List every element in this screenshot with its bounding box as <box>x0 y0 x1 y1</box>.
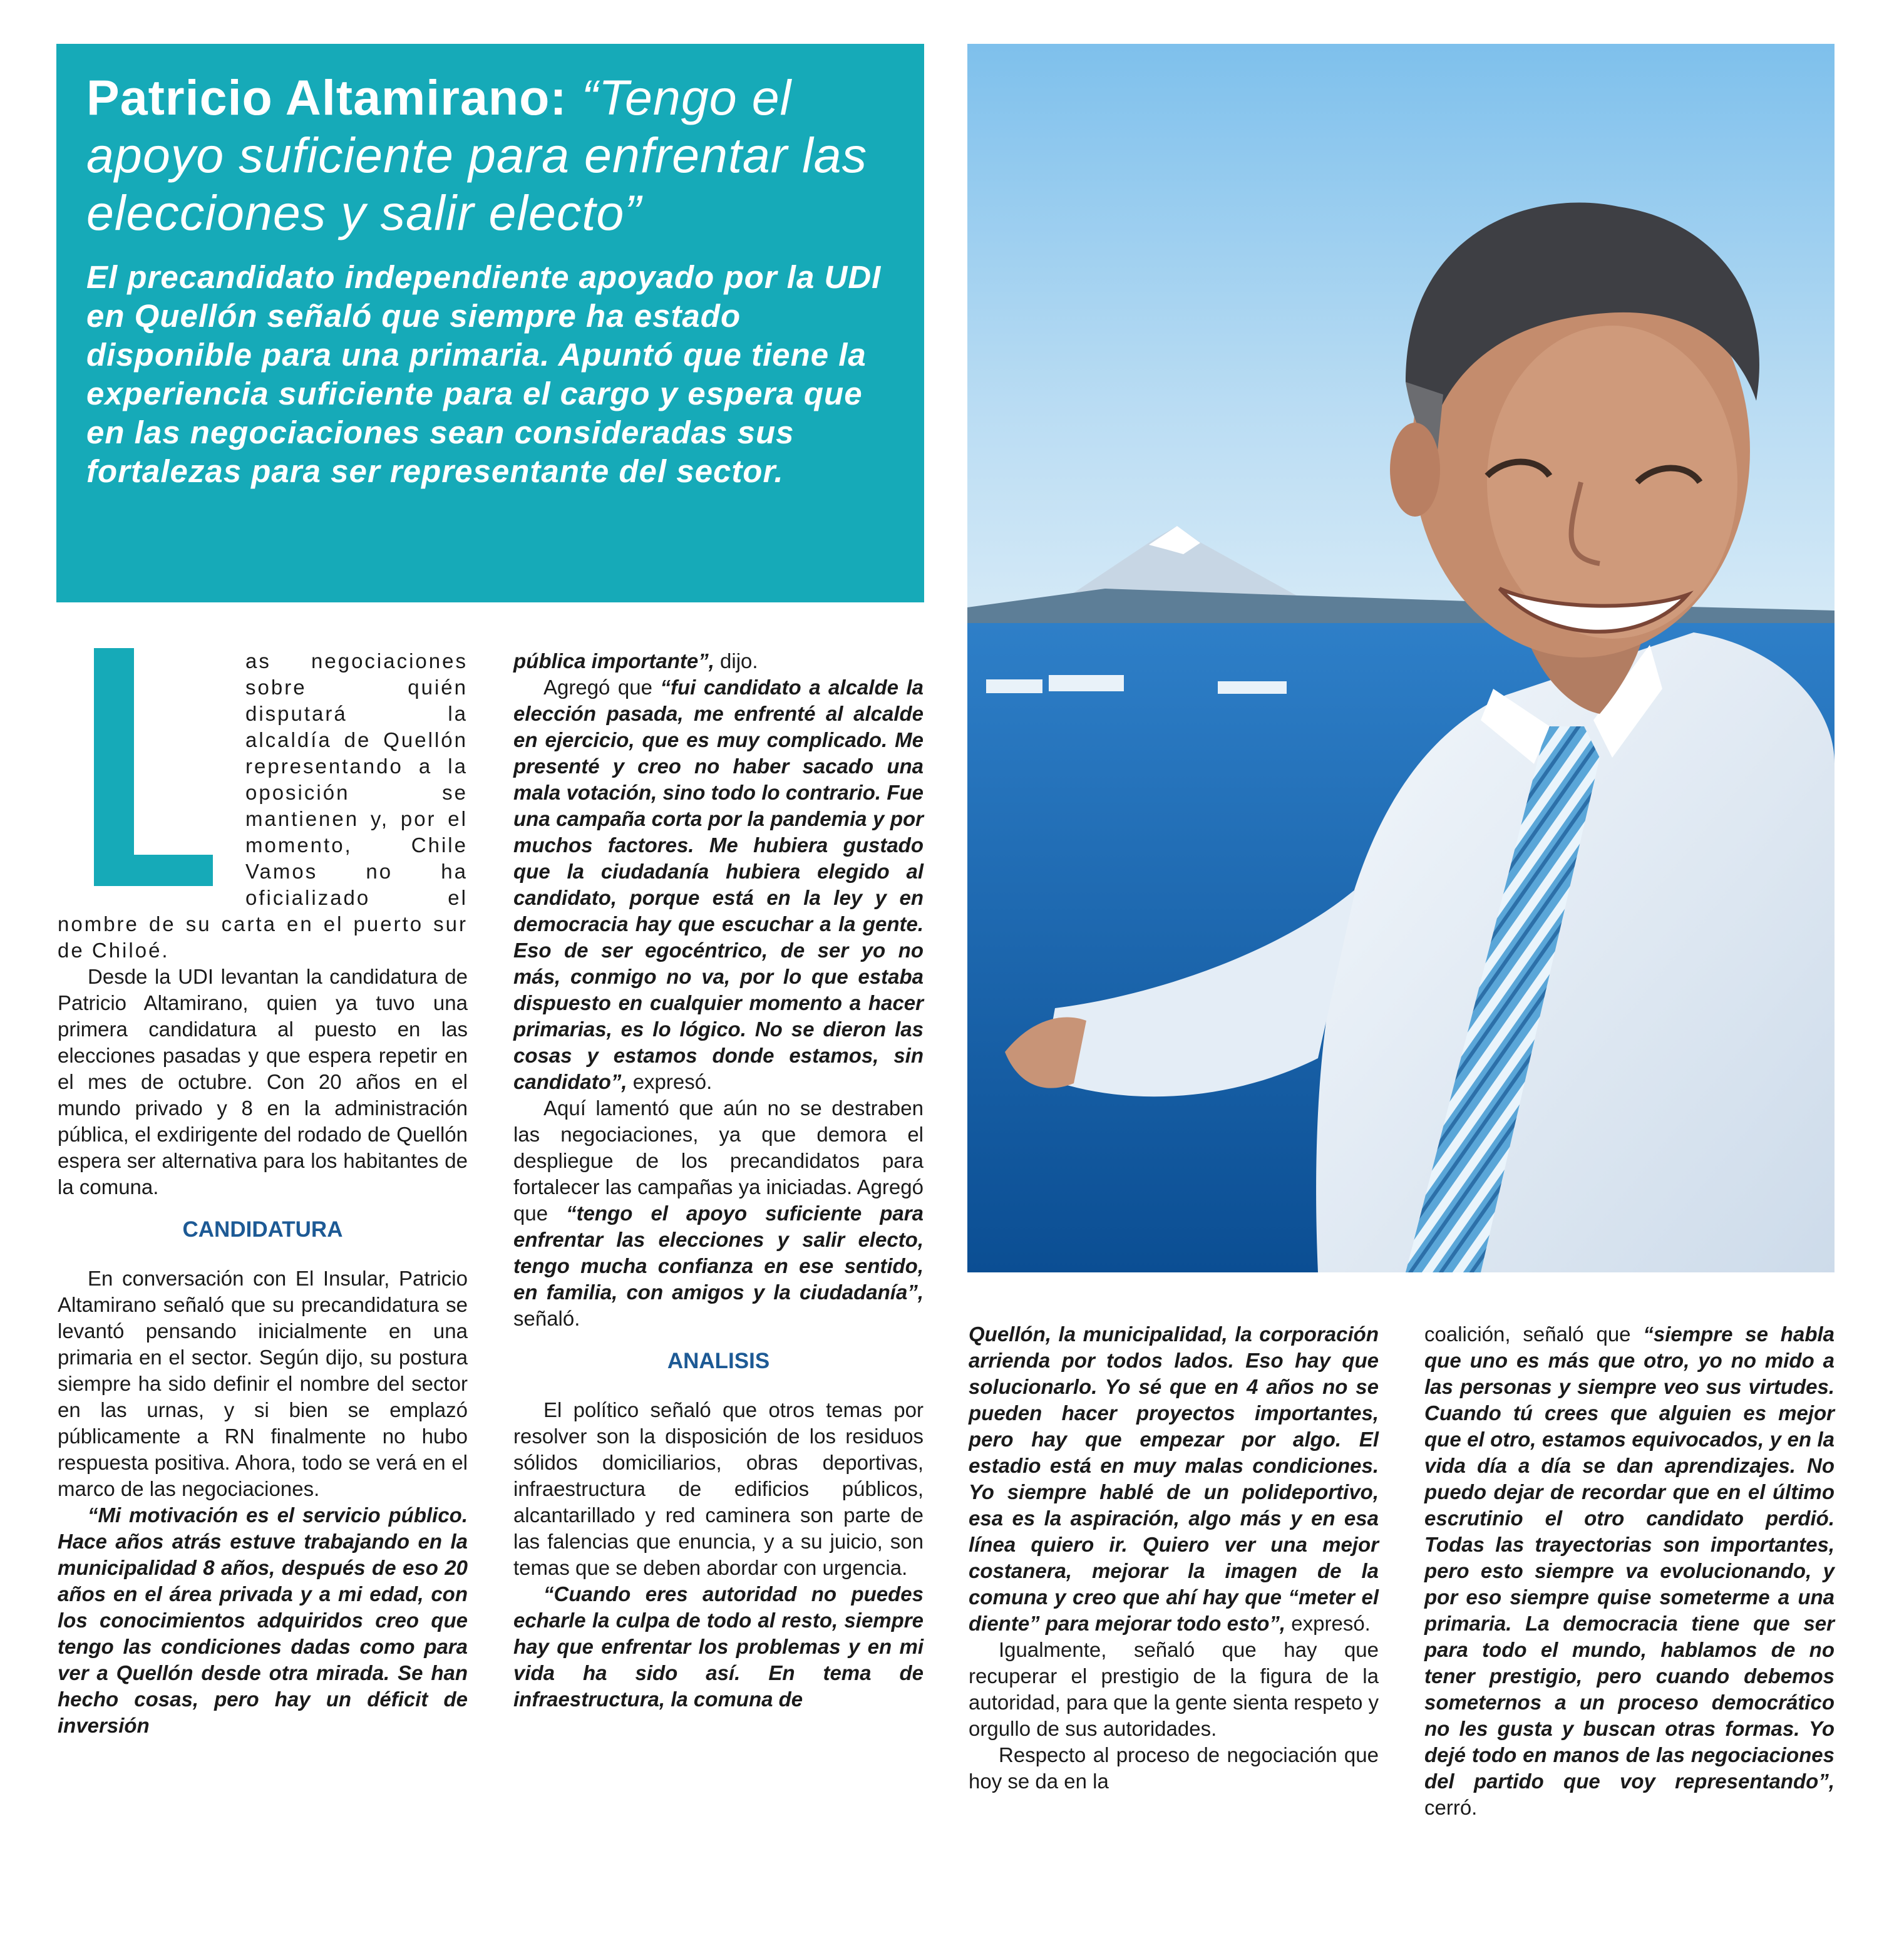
dropcap-letter-l <box>58 648 227 905</box>
quote-text: pública importante”, <box>513 649 714 673</box>
subheading-candidatura: CANDIDATURA <box>182 1217 343 1242</box>
paragraph-text: Aquí lamentó que aún no se destraben las negociaciones, ya que demora el despliegue de los precandidatos para fortalecer las campañas ya iniciadas. Agregó que <box>513 1096 924 1225</box>
paragraph-text: Agregó que <box>543 676 661 699</box>
article-column-3 <box>969 1321 1379 1795</box>
paragraph-text: cerró. <box>1424 1796 1478 1819</box>
quote-text: “fui candidato a alcalde la elección pasada, me enfrenté al alcalde en ejercicio, que es muy complicado. Me presenté y creo no haber sacado una mala votación, sino todo lo contrario. Fue una campaña corta por la pandemia y por muchos factores. Me hubiera gustado que la ciudadanía hubiera elegido al candidato, porque está en la ley y en democracia hay que escuchar a la gente. Eso de ser egocéntrico, de ser yo no más, conmigo no va, por lo que estaba dispuesto en cualquier momento a hacer primarias, es lo lógico. No se dieron las cosas y estamos donde estamos, sin candidato”, <box>513 676 924 1093</box>
headline-box <box>56 44 924 602</box>
deck-summary: El precandidato independiente apoyado por la UDI en Quellón señaló que siempre ha estado disponible para una primaria. Apuntó que tiene la experiencia suficiente para el cargo y espera que en las negociaciones sean consideradas sus fortalezas para ser representante del sector. <box>86 259 882 489</box>
paragraph-text: expresó. <box>627 1070 713 1093</box>
headline-name: Patricio Altamirano: <box>86 70 567 125</box>
article-column-2 <box>513 648 924 1713</box>
quote-text: “Cuando eres autoridad no puedes echarle la culpa de todo al resto, siempre hay que enfrentar los problemas y en mi vida ha sido así. En tema de infraestructura, la comuna de <box>513 1582 924 1711</box>
paragraph: El político señaló que otros temas por resolver son la disposición de los residuos sólidos domiciliarios, obras deportivas, infraestructura de edificios públicos, alcantarillado y red caminera son parte de las falencias que enuncia, y a su juicio, son temas que se deben abordar con urgencia. <box>513 1398 924 1579</box>
subheading-analisis: ANALISIS <box>667 1349 770 1373</box>
paragraph-text: dijo. <box>714 649 758 673</box>
paragraph: Respecto al proceso de negociación que hoy se da en la <box>969 1743 1379 1793</box>
article-column-4 <box>1424 1321 1835 1821</box>
dropcap <box>58 648 227 905</box>
headline <box>86 69 897 242</box>
paragraph-text: coalición, señaló que <box>1424 1322 1644 1346</box>
portrait-photo <box>967 44 1835 1272</box>
intro-paragraph: as negociaciones sobre quién disputará la alcaldía de Quellón representando a la oposición se mantienen y, por el momento, Chile Vamos no ha oficializado el nombre de su carta en el puerto sur de Chiloé. <box>58 649 468 962</box>
quote-text: “siempre se habla que uno es más que otro, yo no mido a las personas y siempre veo sus virtudes. Cuando tú crees que alguien es mejor que el otro, estamos equivocados, y en la vida día a día se dan aprendizajes. No puedo dejar de recordar que en el último escrutinio el otro candidato perdió. Todas las trayectorias son importantes, pero esto siempre va evolucionando, y por eso siempre quise someterme a una primaria. La democracia tiene que ser para todo el mundo, hablamos de no tener prestigio, pero cuando debemos someternos a un proceso democrático no les gusta y buscan otras formas. Yo dejé todo en manos de las negociaciones del partido que voy representando”, <box>1424 1322 1835 1793</box>
photo-illustration <box>967 44 1835 1272</box>
paragraph-text: expresó. <box>1285 1612 1371 1635</box>
quote-text: “Mi motivación es el servicio público. Hace años atrás estuve trabajando en la municipalidad 8 años, después de eso 20 años en el área privada y a mi edad, con los conocimientos adquiridos creo que tengo las condiciones dadas como para ver a Quellón desde otra mirada. Se han hecho cosas, pero hay un déficit de inversión <box>58 1503 468 1737</box>
quote-text: Quellón, la municipalidad, la corporación arrienda por todos lados. Eso hay que solucionarlo. Yo sé que en 4 años no se pueden hacer proyectos importantes, pero hay que empezar por algo. El estadio está en muy malas condiciones. Yo siempre hablé de un polideportivo, esa es la aspiración, algo más y en esa línea quiero ir. Quiero ver una mejor costanera, mejorar la imagen de la comuna y creo que ahí hay que “meter el diente” para mejorar todo esto”, <box>969 1322 1379 1635</box>
quote-text: “tengo el apoyo suficiente para enfrentar las elecciones y salir electo, tengo mucha confianza en ese sentido, en familia, con amigos y la ciudadanía”, <box>513 1202 924 1304</box>
paragraph: En conversación con El Insular, Patricio Altamirano señaló que su precandidatura se levantó pensando inicialmente en una primaria en el sector. Según dijo, su postura siempre ha sido definir el nombre del sector en las urnas, y si bien se emplazó públicamente a RN finalmente no hubo respuesta positiva. Ahora, todo se verá en el marco de las negociaciones. <box>58 1267 468 1500</box>
paragraph: Desde la UDI levantan la candidatura de Patricio Altamirano, quien ya tuvo una primera candidatura al puesto en las elecciones pasadas y que espera repetir en el mes de octubre. Con 20 años en el mundo privado y 8 en la administración pública, el exdirigente del rodado de Quellón espera ser alternativa para los habitantes de la comuna. <box>58 965 468 1198</box>
headline-quote: “Tengo el apoyo suficiente para enfrentar las elecciones y salir electo” <box>86 70 868 240</box>
article-column-1 <box>58 648 468 1739</box>
paragraph-text: señaló. <box>513 1307 580 1330</box>
paragraph: Igualmente, señaló que hay que recuperar el prestigio de la figura de la autoridad, para que la gente sienta respeto y orgullo de sus autoridades. <box>969 1638 1379 1740</box>
